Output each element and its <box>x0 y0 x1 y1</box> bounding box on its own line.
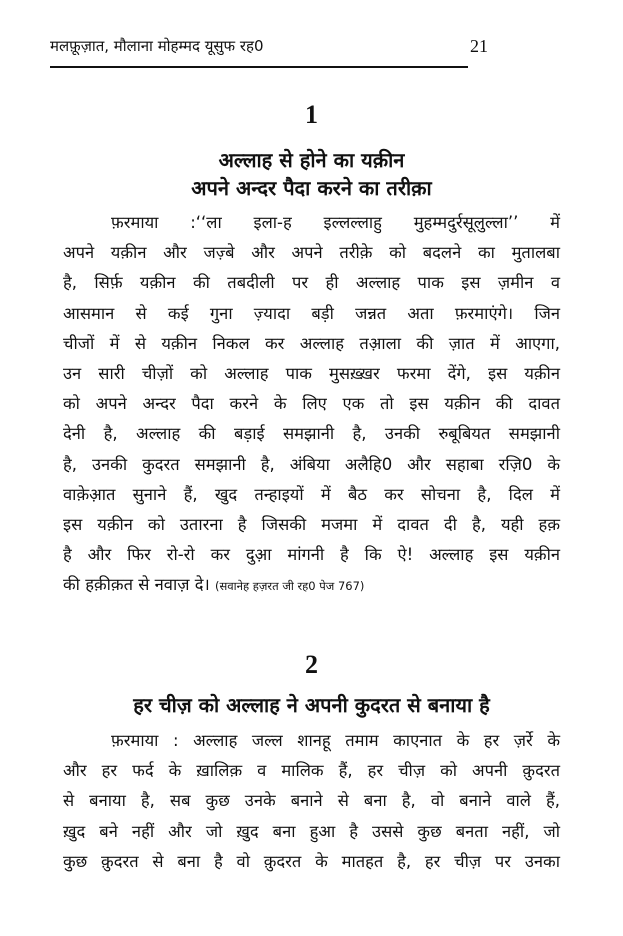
paragraph-line-last <box>63 570 560 600</box>
paragraph-line: से बनाया है, सब कुछ उनके बनाने से बना है, वो बनाने वाले हैं, <box>63 791 560 811</box>
paragraph-line: को अपने अन्दर पैदा करने के लिए एक तो इस यक़ीन की दावत <box>63 394 560 414</box>
paragraph-line: आसमान से कई गुना ज़्यादा बड़ी जन्नत अता फ़रमाएंगे। जिन <box>63 303 560 323</box>
paragraph-line: है, उनकी कुदरत समझानी है, अंबिया अलैहि0 और सहाबा रज़ि0 के <box>63 454 560 474</box>
paragraph-line-text: की हक़ीक़त से नवाज़ दे। <box>63 575 210 595</box>
section-heading-line: अपने अन्दर पैदा करने का तरीक़ा <box>191 176 432 200</box>
page-number: 21 <box>470 36 488 56</box>
section-number: 1 <box>305 100 318 129</box>
citation: (सवानेह हज़रत जी रह0 पेज 767) <box>214 579 365 594</box>
section-heading-line: हर चीज़ को अल्लाह ने अपनी कुदरत से बनाया है <box>133 693 490 717</box>
section-paragraph <box>63 208 560 600</box>
paragraph-line: अपने यक़ीन और जज़्बे और अपने तरीक़े को बदलने का मुतालबा <box>63 243 560 263</box>
paragraph-line: वाक़ेआ़त सुनाने हैं, खुद तन्हाइयों में बैठ कर सोचना है, दिल में <box>63 484 560 504</box>
paragraph-line: है और फिर रो-रो कर दुआ़ मांगनी है कि ऐ! अल्लाह इस यक़ीन <box>63 545 560 565</box>
book-title: मलफ़ूज़ात, मौलाना मोहम्मद यूसुफ रह0 <box>50 37 264 55</box>
paragraph-line: उन सारी चीज़ों को अल्लाह पाक मुसख़्ख़र फरमा देंगे, इस यक़ीन <box>63 363 560 383</box>
paragraph-line: फ़रमाया : अल्लाह जल्ल शानहू तमाम काएनात के हर ज़र्रे के <box>111 731 560 750</box>
paragraph-line: कुछ क़ुदरत से बना है वो क़ुदरत के मातहत है, हर चीज़ पर उनका <box>63 851 560 871</box>
section-number: 2 <box>305 650 318 679</box>
section-heading-line: अल्लाह से होने का यक़ीन <box>218 148 405 172</box>
paragraph-line: और हर फर्द के ख़ालिक़ व मालिक हैं, हर चीज़ को अपनी क़ुदरत <box>63 761 560 781</box>
paragraph-line: चीजों में से यक़ीन निकल कर अल्लाह तआ़ला की ज़ात में आएगा, <box>63 333 560 353</box>
paragraph-line: देनी है, अल्लाह की बड़ाई समझानी है, उनकी रुबूबियत समझानी <box>63 424 560 444</box>
paragraph-line: इस यक़ीन को उतारना है जिसकी मजमा में दावत दी है, यही हक़ <box>63 514 560 534</box>
section-paragraph <box>63 726 560 877</box>
paragraph-line: है, सिर्फ़ यक़ीन की तबदीली पर ही अल्लाह पाक इस ज़मीन व <box>63 273 560 293</box>
header-rule <box>50 66 468 68</box>
paragraph-line: ख़ुद बने नहीं और जो ख़ुद बना हुआ है उससे कुछ बनता नहीं, जो <box>63 821 560 841</box>
paragraph-line: फ़रमाया :‘‘ला इला-ह इल्लल्लाहु मुहम्मदुर्रसूलुल्ला’’ में <box>111 213 560 232</box>
